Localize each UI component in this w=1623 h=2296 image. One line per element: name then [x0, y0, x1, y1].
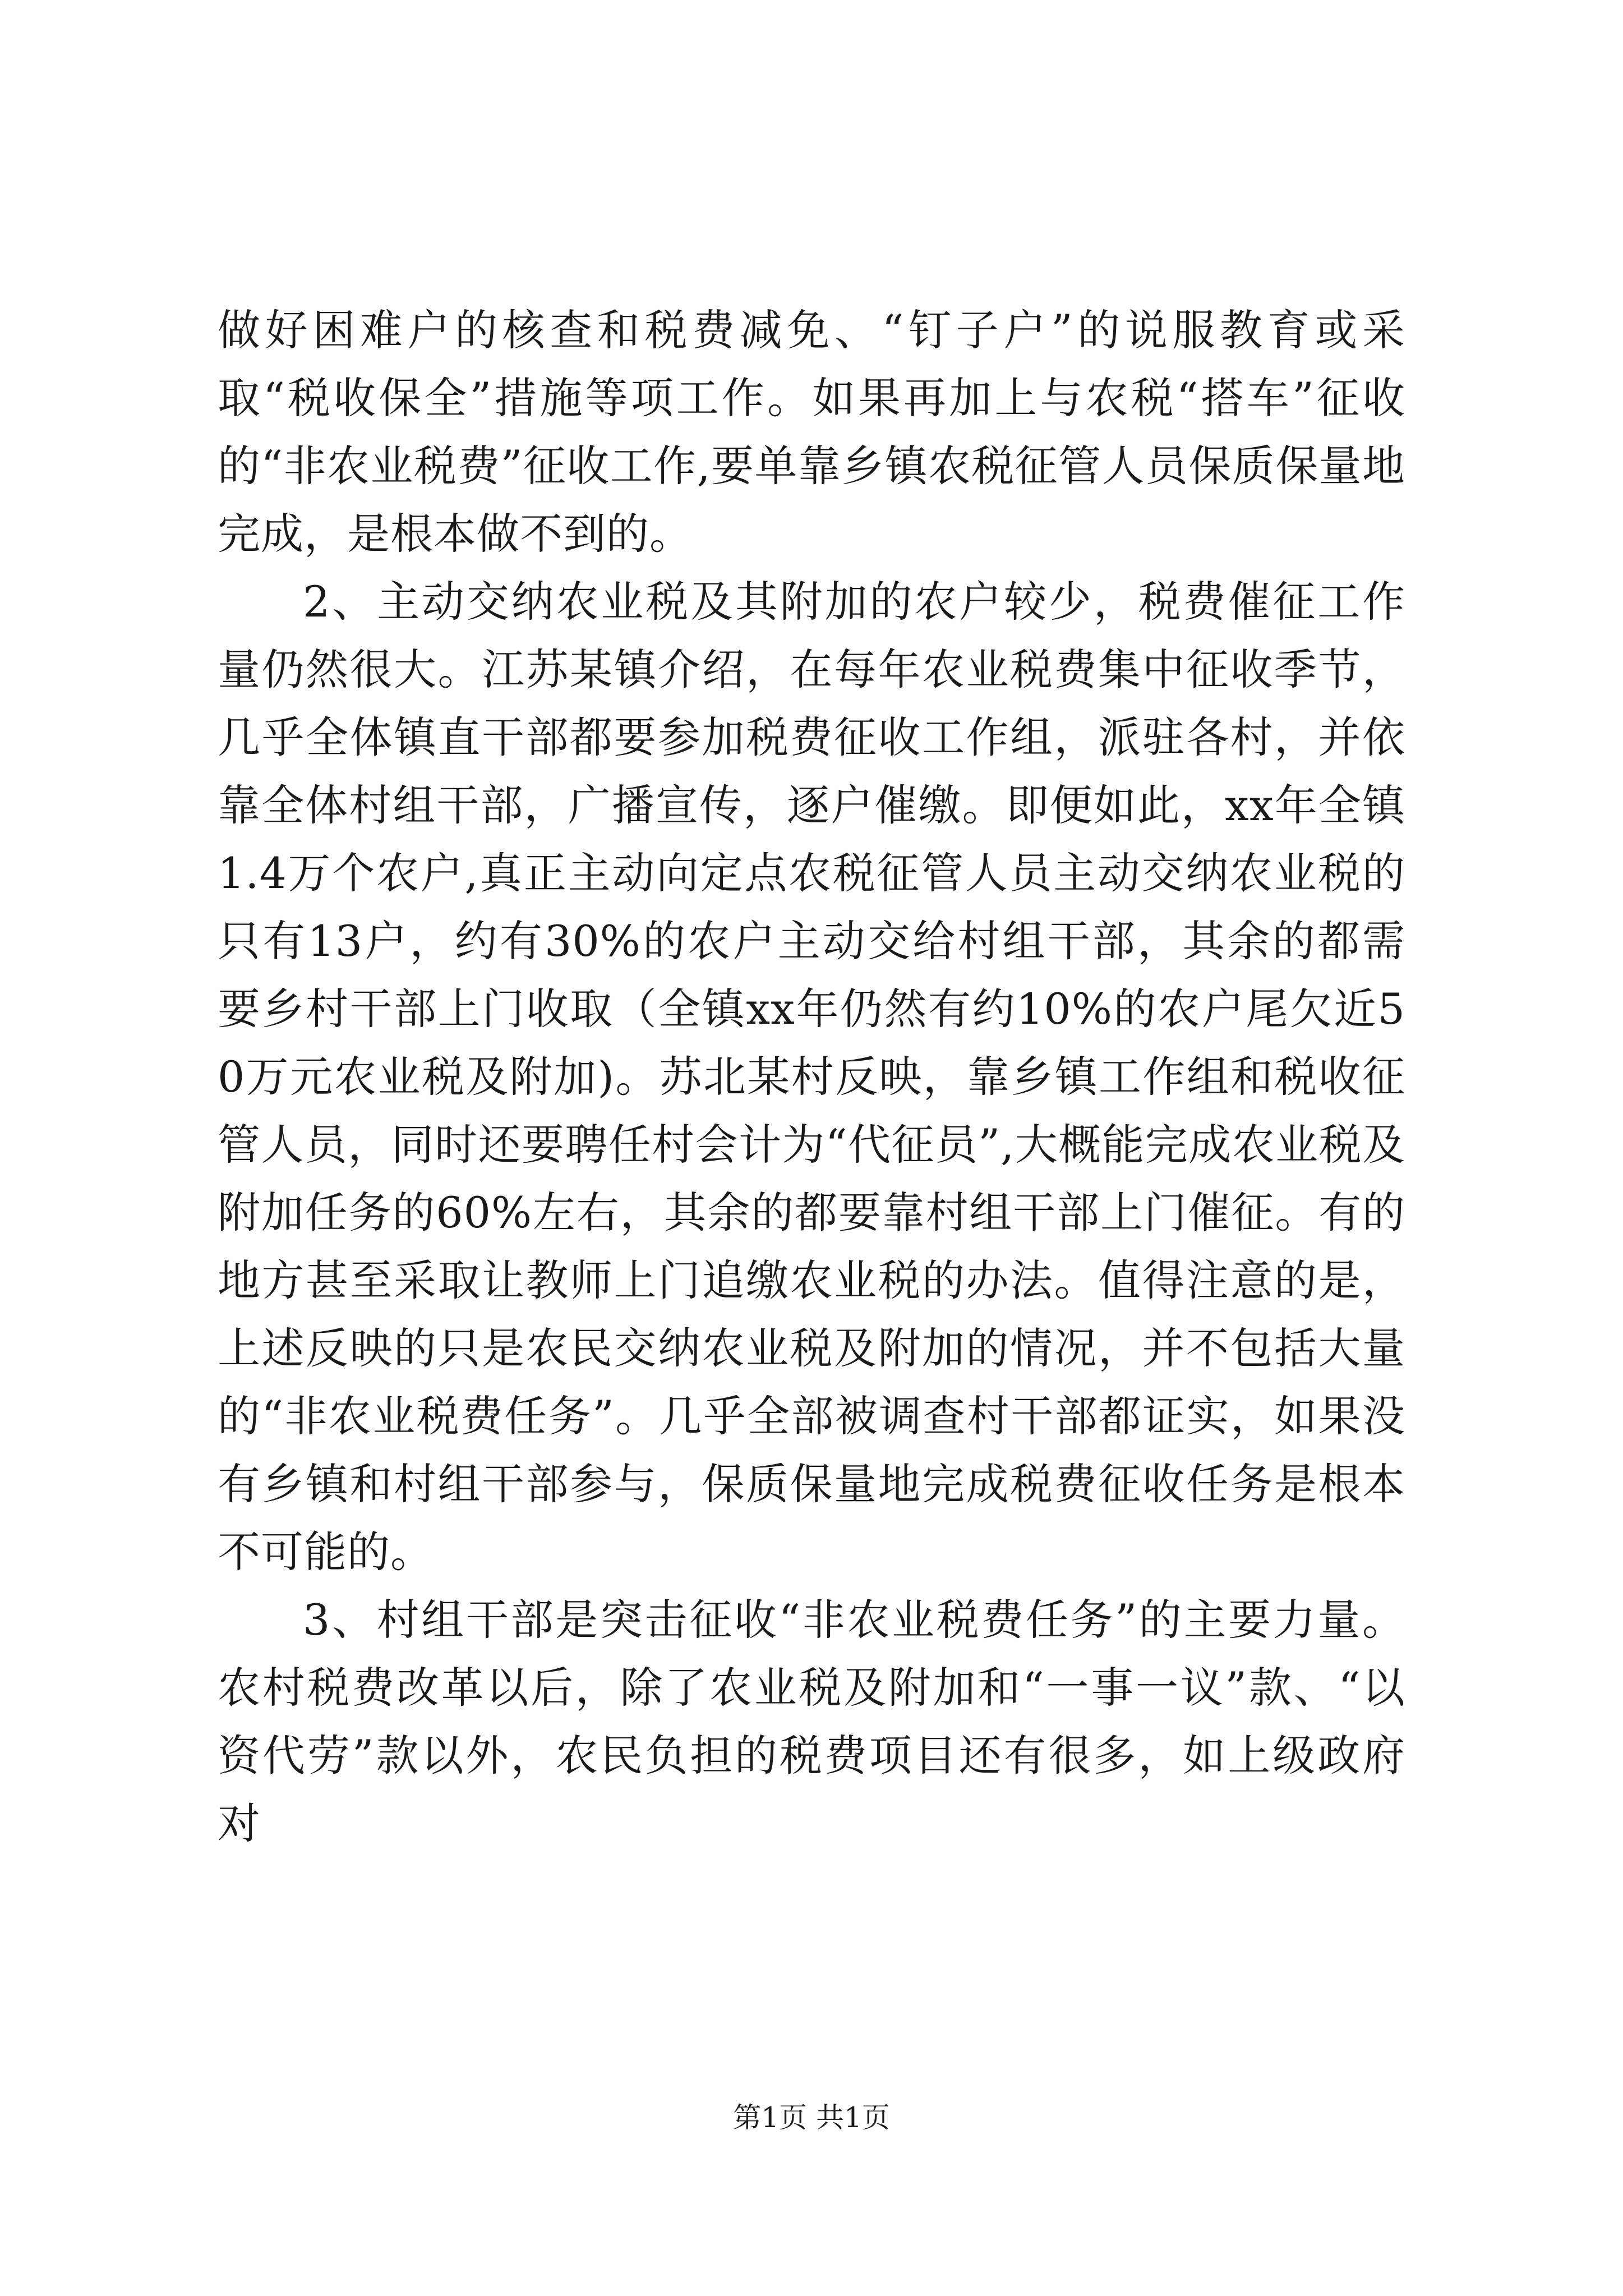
page-footer: 第1页 共1页: [733, 2101, 890, 2134]
document-body: [218, 296, 1405, 1857]
paragraph-3: 3、村组干部是突击征收“非农业税费任务”的主要力量。农村税费改革以后，除了农业税及附加和“一事一议”款、“以资代劳”款以外，农民负担的税费项目还有很多，如上级政府对: [218, 1595, 1405, 1848]
paragraph-1: 做好困难户的核查和税费减免、“钉子户”的说服教育或采取“税收保全”措施等项工作。如果再加上与农税“搭车”征收的“非农业税费”征收工作,要单靠乡镇农税征管人员保质保量地完成，是根本做不到的。: [218, 305, 1405, 559]
paragraph-2: 2、主动交纳农业税及其附加的农户较少，税费催征工作量仍然很大。江苏某镇介绍，在每年农业税费集中征收季节，几乎全体镇直干部都要参加税费征收工作组，派驻各村，并依靠全体村组干部，广播宣传，逐户催缴。即便如此，xx年全镇1.4万个农户,真正主动向定点农税征管人员主动交纳农业税的只有13户，约有30%的农户主动交给村组干部，其余的都需要乡村干部上门收取（全镇xx年仍然有约10%的农户尾欠近50万元农业税及附加)。苏北某村反映，靠乡镇工作组和税收征管人员，同时还要聘任村会计为“代征员”,大概能完成农业税及附加任务的60%左右，其余的都要靠村组干部上门催征。有的地方甚至采取让教师上门追缴农业税的办法。值得注意的是，上述反映的只是农民交纳农业税及附加的情况，并不包括大量的“非农业税费任务”。几乎全部被调查村干部都证实，如果没有乡镇和村组干部参与，保质保量地完成税费征收任务是根本不可能的。: [218, 577, 1405, 1577]
